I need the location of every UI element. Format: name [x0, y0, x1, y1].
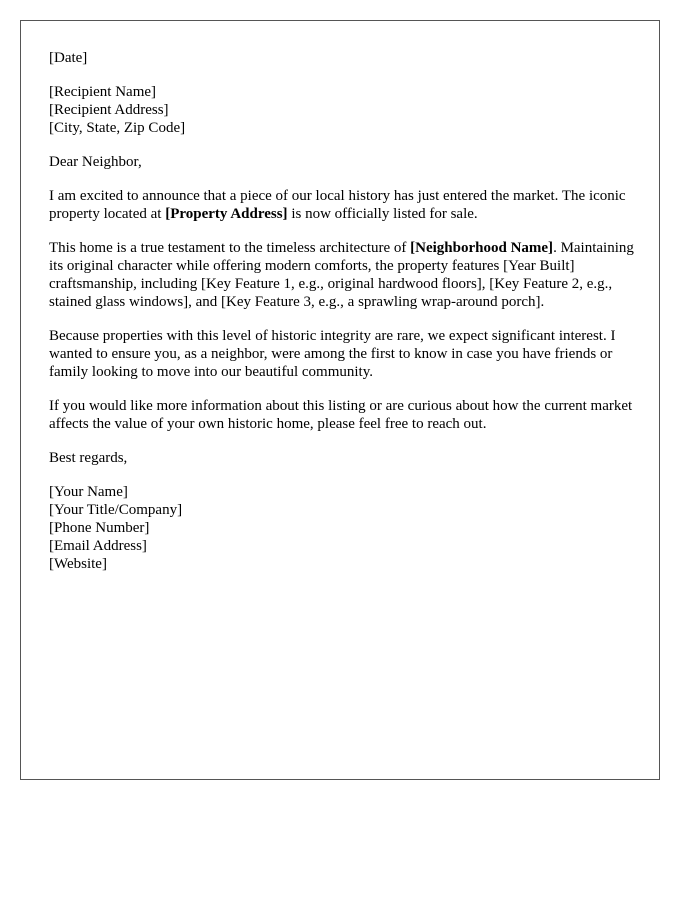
paragraph-features: [49, 239, 639, 311]
letter-body: [49, 49, 639, 589]
paragraph-announcement-text-end: is now officially listed for sale.: [287, 206, 478, 222]
neighborhood-name: [Neighborhood Name]: [410, 240, 554, 256]
signature-block: [49, 483, 639, 573]
signature-email: [Email Address]: [49, 538, 147, 554]
closing: Best regards,: [49, 450, 128, 466]
date: [Date]: [49, 50, 88, 66]
paragraph-features-text-end: . Maintaining its original character while offering modern comforts, the property features [Year Built] craftsmanship, including [Key Feature 1, e.g., original hardwood floors], [Key Feature 2, e.g., stained glass windows], and [Key Feature 3, e.g., a sprawling wrap-around porch].: [49, 240, 634, 310]
signature-title-company: [Your Title/Company]: [49, 502, 183, 518]
recipient-city-state-zip: [City, State, Zip Code]: [49, 120, 186, 136]
paragraph-interest: Because properties with this level of historic integrity are rare, we expect significant interest. I wanted to ensure you, as a neighbor, were among the first to know in case you have friends or family looking to move into our beautiful community.: [49, 328, 616, 380]
recipient-block: [49, 83, 639, 137]
salutation: Dear Neighbor,: [49, 154, 142, 170]
paragraph-contact: If you would like more information about this listing or are curious about how the current market affects the value of your own historic home, please feel free to reach out.: [49, 398, 633, 432]
signature-name: [Your Name]: [49, 484, 128, 500]
salutation-block: [49, 153, 639, 171]
recipient-address: [Recipient Address]: [49, 102, 169, 118]
date-block: [49, 49, 639, 67]
closing-block: [49, 449, 639, 467]
paragraph-announcement: [49, 187, 639, 223]
letter-page: [20, 20, 660, 780]
recipient-name: [Recipient Name]: [49, 84, 157, 100]
property-address: [Property Address]: [165, 206, 288, 222]
paragraph-announcement-text-start: I am excited to announce that a piece of our local history has just entered the market. The iconic property located at: [49, 188, 626, 222]
paragraph-features-text-start: This home is a true testament to the timeless architecture of: [49, 240, 411, 256]
signature-website: [Website]: [49, 556, 107, 572]
signature-phone: [Phone Number]: [49, 520, 150, 536]
